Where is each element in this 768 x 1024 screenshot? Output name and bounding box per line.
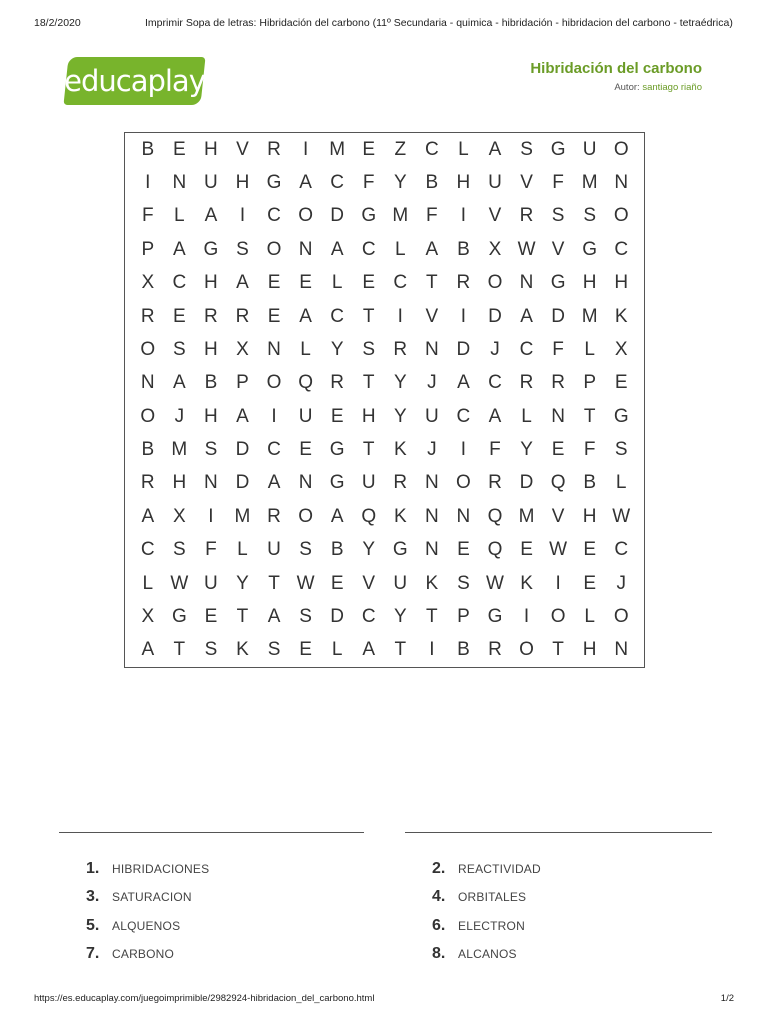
- grid-letter: N: [424, 338, 439, 360]
- grid-letter: H: [235, 172, 250, 194]
- grid-letter: R: [519, 205, 534, 227]
- grid-letter: A: [299, 305, 312, 327]
- grid-letter: Y: [393, 405, 407, 427]
- grid-letter: C: [267, 439, 281, 461]
- word-number: 8.: [432, 945, 446, 962]
- grid-letter: Y: [362, 539, 376, 561]
- grid-letter: M: [581, 305, 598, 327]
- word-item: [86, 945, 174, 963]
- grid-letter: P: [583, 372, 596, 394]
- grid-letter: C: [488, 372, 502, 394]
- grid-letter: E: [362, 272, 376, 294]
- grid-letter: W: [517, 238, 536, 260]
- grid-letter: S: [204, 639, 218, 661]
- grid-letter: H: [172, 472, 187, 494]
- grid-letter: O: [298, 505, 313, 527]
- grid-letter: V: [551, 505, 565, 527]
- grid-letter: A: [425, 238, 439, 260]
- grid-letter: S: [236, 238, 249, 260]
- grid-letter: O: [140, 405, 156, 427]
- grid-letter: L: [300, 338, 311, 360]
- grid-letter: J: [427, 372, 437, 394]
- grid-letter: E: [173, 305, 186, 327]
- grid-letter: E: [614, 372, 628, 394]
- grid-letter: X: [488, 238, 502, 260]
- grid-letter: A: [173, 372, 186, 394]
- grid-letter: S: [457, 572, 470, 594]
- grid-letter: U: [204, 172, 218, 194]
- educaplay-logo: [63, 57, 205, 105]
- grid-letter: I: [429, 639, 435, 661]
- grid-letter: A: [141, 639, 155, 661]
- grid-letter: Q: [298, 372, 313, 394]
- grid-letter: Y: [393, 372, 407, 394]
- grid-letter: V: [425, 305, 439, 327]
- grid-letter: A: [141, 505, 155, 527]
- footer-url: https://es.educaplay.com/juegoimprimible/2982924-hibridacion_del_carbono.html: [34, 993, 375, 1004]
- word-number: 5.: [86, 917, 100, 934]
- grid-letter: M: [171, 439, 188, 461]
- grid-letter: C: [267, 205, 281, 227]
- grid-letter: U: [267, 539, 281, 561]
- grid-letter: E: [299, 272, 312, 294]
- grid-letter: K: [393, 439, 407, 461]
- grid-letter: A: [299, 172, 312, 194]
- word-item: [432, 945, 517, 963]
- grid-letter: A: [362, 639, 376, 661]
- grid-letter: B: [141, 439, 155, 461]
- grid-letter: C: [330, 305, 345, 327]
- grid-letter: Y: [330, 338, 344, 360]
- grid-letter: E: [520, 539, 533, 561]
- grid-letter: E: [330, 572, 344, 594]
- word-item: [432, 917, 525, 935]
- grid-letter: V: [520, 172, 533, 194]
- grid-letter: K: [614, 305, 628, 327]
- grid-letter: R: [456, 272, 471, 294]
- grid-letter: N: [424, 539, 439, 561]
- word-text: HIBRIDACIONES: [112, 862, 210, 876]
- grid-letter: S: [299, 539, 312, 561]
- grid-letter: C: [361, 605, 376, 627]
- grid-letter: R: [140, 472, 155, 494]
- grid-letter: D: [519, 472, 534, 494]
- grid-letter: J: [174, 405, 185, 427]
- grid-letter: T: [583, 405, 596, 427]
- grid-letter: Y: [520, 439, 533, 461]
- grid-letter: G: [550, 138, 566, 160]
- grid-letter: R: [204, 305, 218, 327]
- grid-letter: R: [393, 338, 408, 360]
- grid-letter: R: [519, 372, 534, 394]
- grid-letter: T: [394, 639, 407, 661]
- grid-letter: L: [458, 138, 469, 160]
- grid-letter: O: [613, 138, 629, 160]
- grid-letter: N: [519, 272, 534, 294]
- grid-letter: O: [550, 605, 566, 627]
- grid-letter: K: [520, 572, 533, 594]
- grid-letter: T: [426, 605, 438, 627]
- grid-letter: A: [330, 238, 344, 260]
- grid-letter: G: [392, 539, 408, 561]
- grid-letter: R: [330, 372, 345, 394]
- grid-letter: I: [460, 439, 467, 461]
- grid-letter: F: [552, 338, 564, 360]
- grid-letter: F: [141, 205, 154, 227]
- grid-letter: R: [235, 305, 250, 327]
- grid-letter: B: [457, 238, 470, 260]
- grid-letter: I: [208, 505, 214, 527]
- print-date: 18/2/2020: [34, 17, 81, 29]
- grid-letter: A: [520, 305, 533, 327]
- grid-letter: Y: [236, 572, 249, 594]
- game-title: Hibridación del carbono: [530, 60, 702, 77]
- grid-letter: H: [582, 272, 597, 294]
- grid-letter: E: [299, 639, 312, 661]
- word-text: CARBONO: [112, 947, 175, 961]
- grid-letter: D: [235, 472, 250, 494]
- grid-letter: I: [523, 605, 530, 627]
- grid-letter: A: [204, 205, 218, 227]
- grid-letter: K: [425, 572, 439, 594]
- word-text: REACTIVIDAD: [458, 862, 541, 876]
- grid-letter: S: [173, 539, 186, 561]
- grid-letter: C: [614, 539, 629, 561]
- grid-letter: S: [362, 338, 376, 360]
- grid-letter: W: [486, 572, 504, 594]
- grid-letter: Q: [550, 472, 566, 494]
- grid-letter: D: [551, 305, 565, 327]
- grid-letter: T: [362, 305, 375, 327]
- grid-letter: T: [236, 605, 249, 627]
- grid-letter: B: [141, 138, 155, 160]
- grid-letter: O: [140, 338, 156, 360]
- grid-letter: U: [361, 472, 376, 494]
- grid-letter: P: [457, 605, 470, 627]
- grid-letter: R: [267, 138, 281, 160]
- grid-letter: M: [581, 172, 598, 194]
- grid-letter: L: [394, 238, 406, 260]
- grid-letter: E: [267, 305, 281, 327]
- grid-letter: A: [488, 405, 502, 427]
- grid-letter: P: [236, 372, 249, 394]
- grid-letter: H: [204, 338, 218, 360]
- grid-letter: S: [173, 338, 186, 360]
- grid-letter: E: [330, 405, 344, 427]
- grid-letter: C: [140, 539, 155, 561]
- grid-letter: M: [234, 505, 251, 527]
- word-item: [432, 860, 541, 878]
- grid-letter: F: [489, 439, 501, 461]
- grid-letter: R: [551, 372, 565, 394]
- word-number: 7.: [86, 945, 100, 962]
- word-text: ORBITALES: [458, 890, 527, 904]
- grid-letter: M: [329, 138, 346, 160]
- grid-letter: V: [236, 138, 249, 160]
- grid-letter: X: [141, 272, 155, 294]
- grid-letter: Q: [487, 539, 503, 561]
- grid-letter: T: [268, 572, 280, 594]
- grid-letter: A: [236, 272, 249, 294]
- grid-letter: W: [612, 505, 631, 527]
- grid-letter: O: [266, 238, 282, 260]
- grid-letter: V: [488, 205, 502, 227]
- grid-letter: I: [397, 305, 403, 327]
- grid-letter: O: [298, 205, 313, 227]
- grid-letter: N: [267, 338, 281, 360]
- grid-letter: A: [457, 372, 470, 394]
- grid-letter: V: [362, 572, 376, 594]
- divider-left: [59, 832, 364, 833]
- grid-letter: U: [582, 138, 597, 160]
- grid-letter: P: [141, 238, 155, 260]
- word-item: [86, 917, 180, 935]
- page-number: 1/2: [720, 993, 734, 1004]
- grid-letter: L: [142, 572, 154, 594]
- grid-letter: C: [172, 272, 187, 294]
- grid-letter: O: [487, 272, 503, 294]
- grid-letter: F: [552, 172, 564, 194]
- divider-right: [405, 832, 712, 833]
- grid-letter: A: [330, 505, 344, 527]
- grid-letter: E: [362, 138, 376, 160]
- grid-letter: C: [614, 238, 629, 260]
- grid-letter: Y: [393, 172, 407, 194]
- grid-letter: S: [551, 205, 565, 227]
- grid-letter: H: [204, 272, 218, 294]
- author-line: [614, 82, 702, 93]
- grid-letter: V: [551, 238, 565, 260]
- grid-letter: Q: [487, 505, 503, 527]
- grid-letter: L: [584, 338, 595, 360]
- grid-letter: R: [267, 505, 281, 527]
- grid-letter: B: [425, 172, 439, 194]
- grid-letter: O: [519, 639, 534, 661]
- grid-letter: W: [170, 572, 189, 594]
- grid-letter: O: [613, 605, 629, 627]
- grid-letter: U: [424, 405, 439, 427]
- grid-letter: Z: [394, 138, 407, 160]
- grid-letter: B: [330, 539, 344, 561]
- grid-letter: M: [518, 505, 535, 527]
- grid-letter: U: [298, 405, 313, 427]
- word-number: 4.: [432, 888, 446, 905]
- grid-letter: K: [393, 505, 407, 527]
- grid-letter: E: [204, 605, 218, 627]
- grid-letter: H: [582, 505, 597, 527]
- grid-letter: G: [266, 172, 282, 194]
- grid-letter: C: [393, 272, 408, 294]
- grid-letter: N: [298, 472, 313, 494]
- grid-letter: S: [299, 605, 312, 627]
- grid-letter: B: [457, 639, 470, 661]
- word-number: 6.: [432, 917, 446, 934]
- grid-letter: G: [329, 439, 345, 461]
- grid-letter: C: [456, 405, 471, 427]
- grid-letter: S: [267, 639, 281, 661]
- grid-letter: N: [424, 505, 439, 527]
- word-item: [86, 860, 209, 878]
- grid-letter: H: [582, 639, 597, 661]
- grid-letter: X: [236, 338, 249, 360]
- grid-letter: L: [237, 539, 248, 561]
- word-text: SATURACION: [112, 890, 192, 904]
- grid-letter: F: [205, 539, 217, 561]
- grid-letter: L: [584, 605, 595, 627]
- grid-letter: K: [236, 639, 249, 661]
- grid-letter: I: [271, 405, 277, 427]
- grid-letter: J: [616, 572, 626, 594]
- grid-letter: W: [296, 572, 315, 594]
- grid-letter: H: [361, 405, 376, 427]
- grid-letter: Q: [361, 505, 377, 527]
- author-label: Autor:: [614, 82, 640, 93]
- grid-letter: J: [490, 338, 500, 360]
- grid-letter: D: [235, 439, 250, 461]
- grid-letter: N: [298, 238, 313, 260]
- grid-letter: C: [330, 172, 345, 194]
- grid-letter: G: [613, 405, 629, 427]
- word-search-grid: [124, 132, 645, 668]
- grid-letter: W: [549, 539, 568, 561]
- grid-letter: L: [331, 272, 343, 294]
- grid-letter: N: [551, 405, 565, 427]
- grid-letter: S: [614, 439, 628, 461]
- grid-letter: R: [488, 639, 502, 661]
- grid-letter: H: [204, 138, 218, 160]
- grid-letter: S: [204, 439, 218, 461]
- grid-letter: I: [460, 305, 467, 327]
- grid-letter: N: [172, 172, 187, 194]
- grid-letter: O: [456, 472, 471, 494]
- word-text: ELECTRON: [458, 919, 525, 933]
- word-text: ALQUENOS: [112, 919, 181, 933]
- grid-letter: R: [140, 305, 155, 327]
- grid-letter: C: [424, 138, 439, 160]
- grid-letter: C: [519, 338, 534, 360]
- word-number: 3.: [86, 888, 100, 905]
- grid-letter: U: [393, 572, 408, 594]
- grid-letter: N: [140, 372, 155, 394]
- grid-letter: G: [171, 605, 187, 627]
- grid-letter: T: [426, 272, 438, 294]
- grid-letter: L: [615, 472, 627, 494]
- grid-letter: M: [392, 205, 409, 227]
- grid-letter: E: [173, 138, 186, 160]
- grid-letter: D: [488, 305, 502, 327]
- grid-letter: A: [267, 605, 281, 627]
- grid-letter: F: [426, 205, 438, 227]
- grid-letter: I: [239, 205, 246, 227]
- word-text: ALCANOS: [458, 947, 517, 961]
- grid-letter: Y: [393, 605, 407, 627]
- grid-letter: B: [204, 372, 218, 394]
- grid-letter: O: [613, 205, 629, 227]
- grid-letter: N: [204, 472, 218, 494]
- grid-letter: G: [487, 605, 503, 627]
- grid-letter: D: [330, 205, 345, 227]
- grid-letter: G: [550, 272, 566, 294]
- word-item: [432, 888, 526, 906]
- grid-letter: I: [555, 572, 561, 594]
- grid-letter: E: [583, 539, 596, 561]
- word-number: 1.: [86, 860, 100, 877]
- grid-letter: H: [456, 172, 471, 194]
- grid-letter: I: [460, 205, 467, 227]
- grid-letter: N: [424, 472, 439, 494]
- grid-letter: I: [302, 138, 309, 160]
- grid-letter: I: [145, 172, 151, 194]
- logo-text: educaplay: [64, 64, 205, 98]
- grid-letter: T: [362, 439, 375, 461]
- grid-letter: X: [141, 605, 155, 627]
- print-header-title: Imprimir Sopa de letras: Hibridación del carbono (11º Secundaria - quimica - hibridación - hibridacion del carbono - tetraédrica): [145, 17, 733, 29]
- grid-letter: O: [266, 372, 282, 394]
- grid-letter: H: [614, 272, 629, 294]
- grid-letter: T: [552, 639, 564, 661]
- grid-letter: N: [614, 639, 629, 661]
- grid-letter: G: [582, 238, 598, 260]
- grid-letter: S: [520, 138, 533, 160]
- grid-letter: L: [331, 639, 343, 661]
- grid-letter: B: [583, 472, 596, 494]
- grid-letter: D: [456, 338, 471, 360]
- grid-letter: E: [267, 272, 281, 294]
- grid-letter: F: [362, 172, 375, 194]
- grid-letter: R: [393, 472, 408, 494]
- grid-letter: D: [330, 605, 345, 627]
- grid-letter: R: [488, 472, 502, 494]
- grid-letter: A: [173, 238, 186, 260]
- grid-letter: G: [361, 205, 377, 227]
- word-number: 2.: [432, 860, 446, 877]
- grid-letter: E: [299, 439, 312, 461]
- grid-letter: G: [203, 238, 219, 260]
- grid-letter: N: [456, 505, 471, 527]
- grid-letter: A: [267, 472, 281, 494]
- grid-letter: A: [236, 405, 249, 427]
- grid-letter: A: [488, 138, 502, 160]
- grid-letter: E: [551, 439, 565, 461]
- grid-letter: F: [583, 439, 596, 461]
- grid-letter: L: [521, 405, 532, 427]
- grid-letter: N: [614, 172, 629, 194]
- grid-letter: X: [614, 338, 628, 360]
- grid-letter: S: [583, 205, 596, 227]
- grid-letter: L: [174, 205, 185, 227]
- grid-letter: E: [583, 572, 596, 594]
- grid-letter: C: [361, 238, 376, 260]
- grid-letter: T: [173, 639, 186, 661]
- grid-letter: H: [204, 405, 218, 427]
- grid-letter: J: [427, 439, 437, 461]
- grid-letter: E: [457, 539, 470, 561]
- grid-letter: G: [329, 472, 345, 494]
- grid-letter: X: [173, 505, 186, 527]
- grid-letter: U: [488, 172, 502, 194]
- grid-letter: U: [204, 572, 218, 594]
- author-name: santiago riaño: [642, 82, 702, 93]
- word-item: [86, 888, 192, 906]
- grid-letter: T: [362, 372, 375, 394]
